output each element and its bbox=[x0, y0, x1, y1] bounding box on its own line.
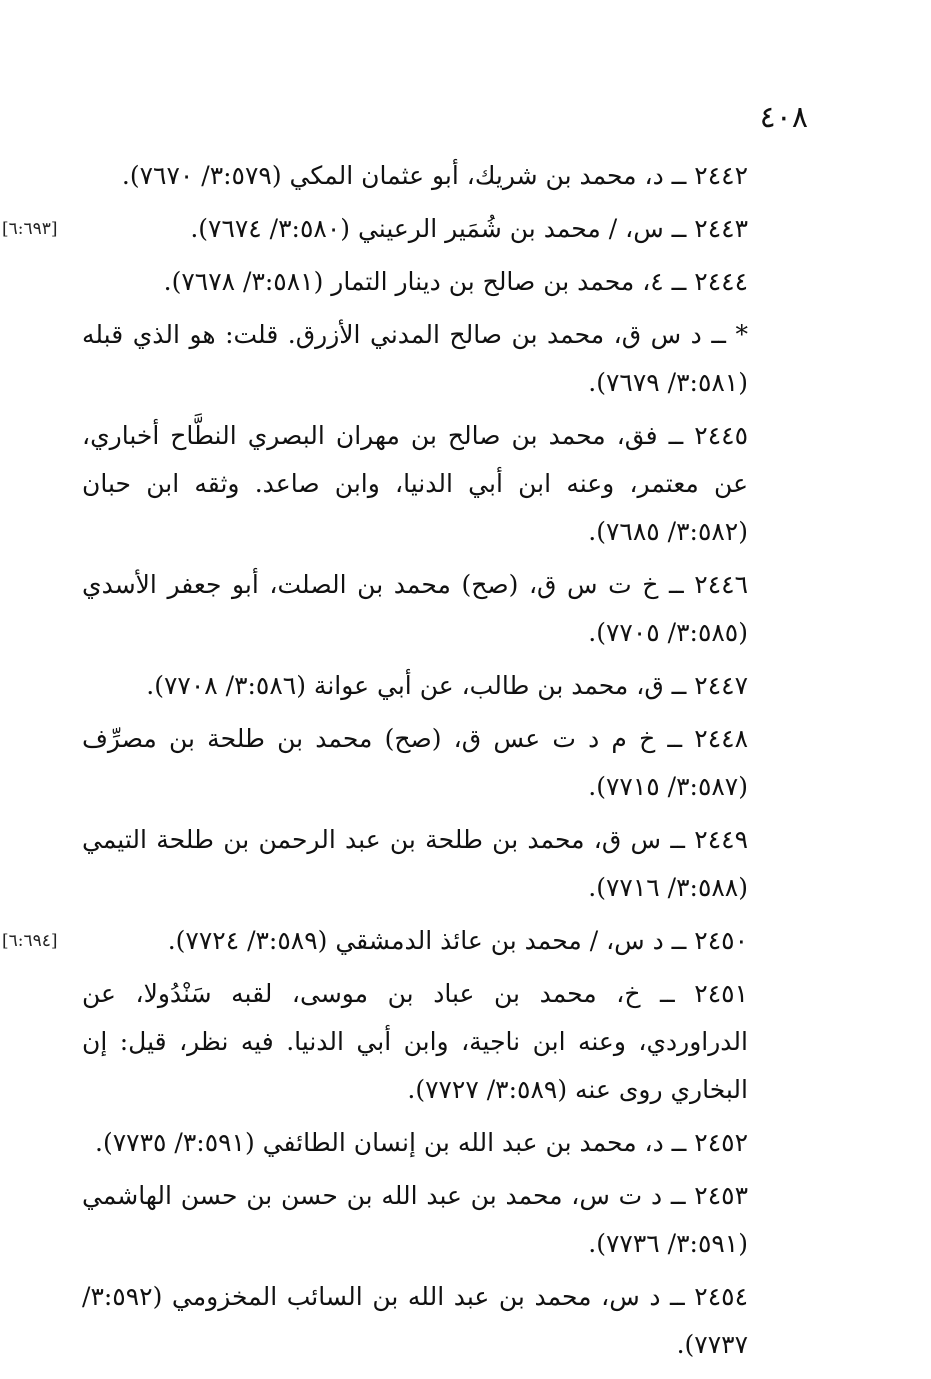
entry-text: ٢٤٤٤ ــ ٤، محمد بن صالح بن دينار التمار (٣:٥٨١/ ٧٦٧٨). bbox=[163, 267, 748, 296]
entry-text: ٢٤٥٢ ــ د، محمد بن عبد الله بن إنسان الطائفي (٣:٥٩١/ ٧٧٣٥). bbox=[95, 1128, 748, 1157]
entry-2443 bbox=[2, 205, 808, 253]
margin-reference: [٦:٦٩٣] bbox=[2, 219, 58, 239]
entry-text: ٢٤٤٢ ــ د، محمد بن شريك، أبو عثمان المكي (٣:٥٧٩/ ٧٦٧٠). bbox=[121, 161, 748, 190]
entry-text: ٢٤٤٧ ــ ق، محمد بن طالب، عن أبي عوانة (٣:٥٨٦/ ٧٧٠٨). bbox=[146, 671, 748, 700]
entry-text: ٢٤٥٠ ــ د س، / محمد بن عائذ الدمشقي (٣:٥٨٩/ ٧٧٢٤). bbox=[167, 926, 748, 955]
entry-2449 bbox=[82, 816, 808, 912]
entry-2451 bbox=[82, 970, 808, 1114]
entries-list bbox=[2, 152, 808, 1374]
entry-2442 bbox=[82, 152, 808, 200]
margin-reference: [٦:٦٩٤] bbox=[2, 931, 58, 951]
entry-text: ٢٤٤٥ ــ فق، محمد بن صالح بن مهران البصري النطَّاح أخباري، عن معتمر، وعنه ابن أبي الدنيا، وابن صاعد. وثقه ابن حبان (٣:٥٨٢/ ٧٦٨٥). bbox=[82, 421, 748, 546]
entry-text: ٢٤٤٣ ــ س، / محمد بن شُمَير الرعيني (٣:٥٨٠/ ٧٦٧٤). bbox=[190, 214, 748, 243]
entry-2444 bbox=[82, 258, 808, 306]
entry-text: ٢٤٤٦ ــ خ ت س ق، (صح) محمد بن الصلت، أبو جعفر الأسدي (٣:٥٨٥/ ٧٧٠٥). bbox=[82, 570, 748, 647]
entry-2454 bbox=[82, 1273, 808, 1369]
entry-text: ٢٤٤٨ ــ خ م د ت عس ق، (صح) محمد بن طلحة بن مصرِّف (٣:٥٨٧/ ٧٧١٥). bbox=[82, 724, 748, 801]
entry-text: ٢٤٥٤ ــ د س، محمد بن عبد الله بن السائب المخزومي (٣:٥٩٢/ ٧٧٣٧). bbox=[82, 1282, 748, 1359]
entry-2453 bbox=[82, 1172, 808, 1268]
entry-text: ٢٤٤٩ ــ س ق، محمد بن طلحة بن عبد الرحمن بن طلحة التيمي (٣:٥٨٨/ ٧٧١٦). bbox=[82, 825, 748, 902]
entry-star bbox=[82, 311, 808, 407]
entry-text: * ــ د س ق، محمد بن صالح المدني الأزرق. قلت: هو الذي قبله (٣:٥٨١/ ٧٦٧٩). bbox=[82, 320, 748, 397]
entry-text: ٢٤٥٣ ــ د ت س، محمد بن عبد الله بن حسن بن حسن الهاشمي (٣:٥٩١/ ٧٧٣٦). bbox=[82, 1181, 748, 1258]
entry-2445 bbox=[82, 412, 808, 556]
entry-2446 bbox=[82, 561, 808, 657]
page-number: ٤٠٨ bbox=[759, 100, 808, 135]
entry-text: ٢٤٥١ ــ خ، محمد بن عباد بن موسى، لقبه سَنْدُولا، عن الدراوردي، وعنه ابن ناجية، وابن أبي الدنيا. فيه نظر، قيل: إن البخاري روى عنه (٣:٥٨٩/ ٧٧٢٧). bbox=[82, 979, 748, 1104]
entry-2450 bbox=[2, 917, 808, 965]
entry-2448 bbox=[82, 715, 808, 811]
entry-2452 bbox=[82, 1119, 808, 1167]
entry-2447 bbox=[82, 662, 808, 710]
